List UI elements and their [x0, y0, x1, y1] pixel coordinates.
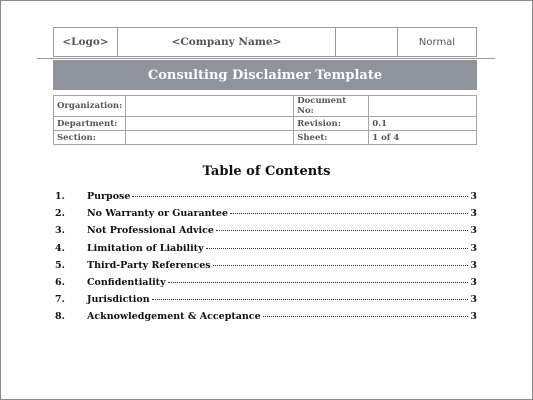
toc-heading: Table of Contents: [202, 164, 331, 179]
toc-text: Third-Party References: [87, 259, 211, 271]
document-no-label: Document No:: [294, 96, 369, 117]
toc-number: 5.: [55, 259, 65, 271]
revision-label: Revision:: [294, 117, 369, 131]
info-row: [54, 131, 477, 145]
organization-label: Organization:: [54, 96, 126, 117]
department-label: Department:: [54, 117, 126, 131]
section-label: Section:: [54, 131, 126, 145]
toc-page: 3: [470, 294, 477, 306]
toc-text: Not Professional Advice: [87, 225, 214, 237]
toc-text: Confidentiality: [87, 276, 166, 288]
header-blank-cell: [336, 28, 398, 56]
toc-page: 3: [470, 259, 477, 271]
section-value: [126, 131, 294, 145]
logo-placeholder: <Logo>: [54, 28, 118, 56]
toc-entry-third-party-references[interactable]: [55, 260, 477, 277]
toc-text: Jurisdiction: [87, 294, 150, 306]
toc-entry-limitation-of-liability[interactable]: [55, 243, 477, 260]
toc-leader: [132, 196, 468, 197]
organization-value: [126, 96, 294, 117]
toc-leader: [206, 248, 469, 249]
department-value: [126, 117, 294, 131]
toc-page: 3: [470, 208, 477, 220]
toc-page: 3: [470, 191, 477, 202]
toc-number: 8.: [55, 311, 65, 323]
toc-entry-no-warranty[interactable]: [55, 208, 477, 225]
toc-list: [55, 191, 477, 329]
toc-number: 7.: [55, 294, 65, 306]
toc-entry-confidentiality[interactable]: [55, 277, 477, 294]
document-title: Consulting Disclaimer Template: [53, 60, 477, 90]
toc-text: Limitation of Liability: [87, 242, 204, 254]
toc-page: 3: [470, 242, 477, 254]
info-row: [54, 96, 477, 117]
revision-value: 0.1: [369, 117, 477, 131]
toc-text: Purpose: [87, 191, 131, 202]
toc-leader: [216, 230, 468, 231]
toc-number: 1.: [55, 191, 65, 202]
toc-text: No Warranty or Guarantee: [87, 208, 228, 220]
company-name: <Company Name>: [118, 28, 336, 56]
toc-text: Acknowledgement & Acceptance: [87, 311, 261, 323]
toc-entry-jurisdiction[interactable]: [55, 294, 477, 311]
toc-leader: [168, 282, 469, 283]
toc-leader: [230, 213, 468, 214]
status-label: Normal: [418, 36, 456, 48]
toc-number: 6.: [55, 276, 65, 288]
toc-leader: [152, 299, 469, 300]
toc-entry-acknowledgement[interactable]: [55, 311, 477, 328]
sheet-label: Sheet:: [294, 131, 369, 145]
toc-page: 3: [470, 311, 477, 323]
toc-leader: [263, 316, 469, 317]
toc-number: 2.: [55, 208, 65, 220]
header-divider: [37, 58, 495, 59]
toc-leader: [213, 265, 469, 266]
document-no-value: [369, 96, 477, 117]
info-row: [54, 117, 477, 131]
toc-page: 3: [470, 225, 477, 237]
toc-page: 3: [470, 276, 477, 288]
document-info-table: [53, 95, 477, 145]
sheet-value: 1 of 4: [369, 131, 477, 145]
toc-entry-purpose[interactable]: [55, 191, 477, 208]
header-table: [53, 27, 477, 57]
toc-entry-not-professional-advice[interactable]: [55, 225, 477, 242]
toc-number: 3.: [55, 225, 65, 237]
toc-number: 4.: [55, 242, 65, 254]
